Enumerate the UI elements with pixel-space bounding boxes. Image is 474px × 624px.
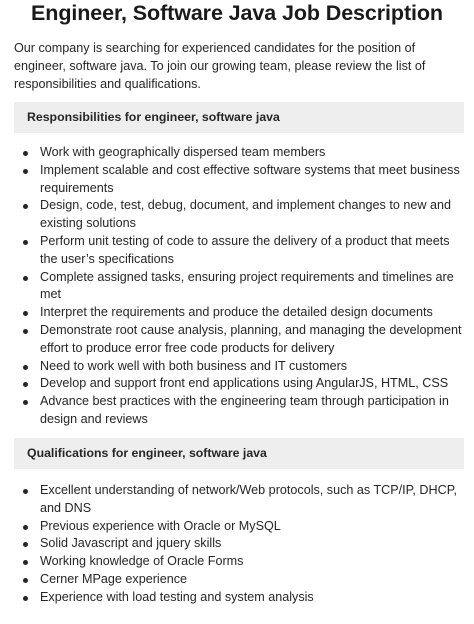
- list-item: [22, 358, 462, 376]
- qualifications-heading: Qualifications for engineer, software java: [14, 438, 464, 469]
- list-item: [22, 571, 462, 589]
- list-item: [22, 322, 462, 358]
- list-item-text: Solid Javascript and jquery skills: [40, 536, 222, 551]
- list-item-text: Cerner MPage experience: [40, 571, 188, 586]
- qualifications-list: [22, 482, 462, 607]
- bullet-icon: [23, 489, 28, 494]
- list-item-text: Experience with load testing and system analysis: [40, 589, 314, 604]
- list-item: [22, 197, 462, 233]
- bullet-icon: [23, 578, 28, 583]
- intro-paragraph: Our company is searching for experienced candidates for the position of engineer, software java. To join our growing team, please review the list of responsibilities and qualifications.: [14, 41, 426, 91]
- list-item-text: Advance best practices with the engineering team through participation in design and reviews: [40, 394, 449, 426]
- bullet-icon: [23, 151, 28, 156]
- list-item: [22, 535, 462, 553]
- list-item: [22, 518, 462, 536]
- bullet-icon: [23, 329, 28, 334]
- list-item-text: Perform unit testing of code to assure the delivery of a product that meets the user’s specifications: [40, 233, 450, 266]
- list-item-text: Interpret the requirements and produce the detailed design documents: [40, 305, 433, 320]
- list-item: [22, 162, 462, 198]
- bullet-icon: [23, 276, 28, 281]
- list-item: [22, 144, 462, 162]
- bullet-icon: [23, 240, 28, 245]
- responsibilities-heading: Responsibilities for engineer, software java: [14, 102, 464, 133]
- bullet-icon: [23, 204, 28, 209]
- bullet-icon: [23, 596, 28, 601]
- list-item: [22, 553, 462, 571]
- list-item-text: Excellent understanding of network/Web protocols, such as TCP/IP, DHCP, and DNS: [40, 483, 457, 515]
- list-item-text: Need to work well with both business and IT customers: [40, 358, 348, 373]
- list-item-text: Demonstrate root cause analysis, planning, and managing the development effort to produce error free code products for delivery: [40, 322, 462, 355]
- list-item: [22, 233, 462, 269]
- list-item-text: Design, code, test, debug, document, and implement changes to new and existing solutions: [40, 198, 451, 231]
- page-title: Engineer, Software Java Job Description: [31, 1, 443, 25]
- list-item-text: Work with geographically dispersed team members: [40, 145, 326, 159]
- list-item-text: Complete assigned tasks, ensuring project requirements and timelines are met: [40, 269, 454, 302]
- list-item: [22, 304, 462, 322]
- list-item: [22, 589, 462, 607]
- bullet-icon: [23, 542, 28, 547]
- bullet-icon: [23, 525, 28, 530]
- list-item: [22, 393, 462, 429]
- list-item: [22, 375, 462, 393]
- list-item-text: Implement scalable and cost effective software systems that meet business requirements: [40, 162, 460, 195]
- bullet-icon: [23, 169, 28, 174]
- list-item-text: Previous experience with Oracle or MySQL: [40, 518, 281, 533]
- list-item-text: Working knowledge of Oracle Forms: [40, 554, 244, 569]
- bullet-icon: [23, 400, 28, 405]
- bullet-icon: [23, 311, 28, 316]
- responsibilities-list: [22, 144, 462, 429]
- bullet-icon: [23, 382, 28, 387]
- bullet-icon: [23, 560, 28, 565]
- bullet-icon: [23, 365, 28, 370]
- list-item-text: Develop and support front end applications using AngularJS, HTML, CSS: [40, 376, 449, 391]
- list-item: [22, 482, 462, 518]
- list-item: [22, 269, 462, 305]
